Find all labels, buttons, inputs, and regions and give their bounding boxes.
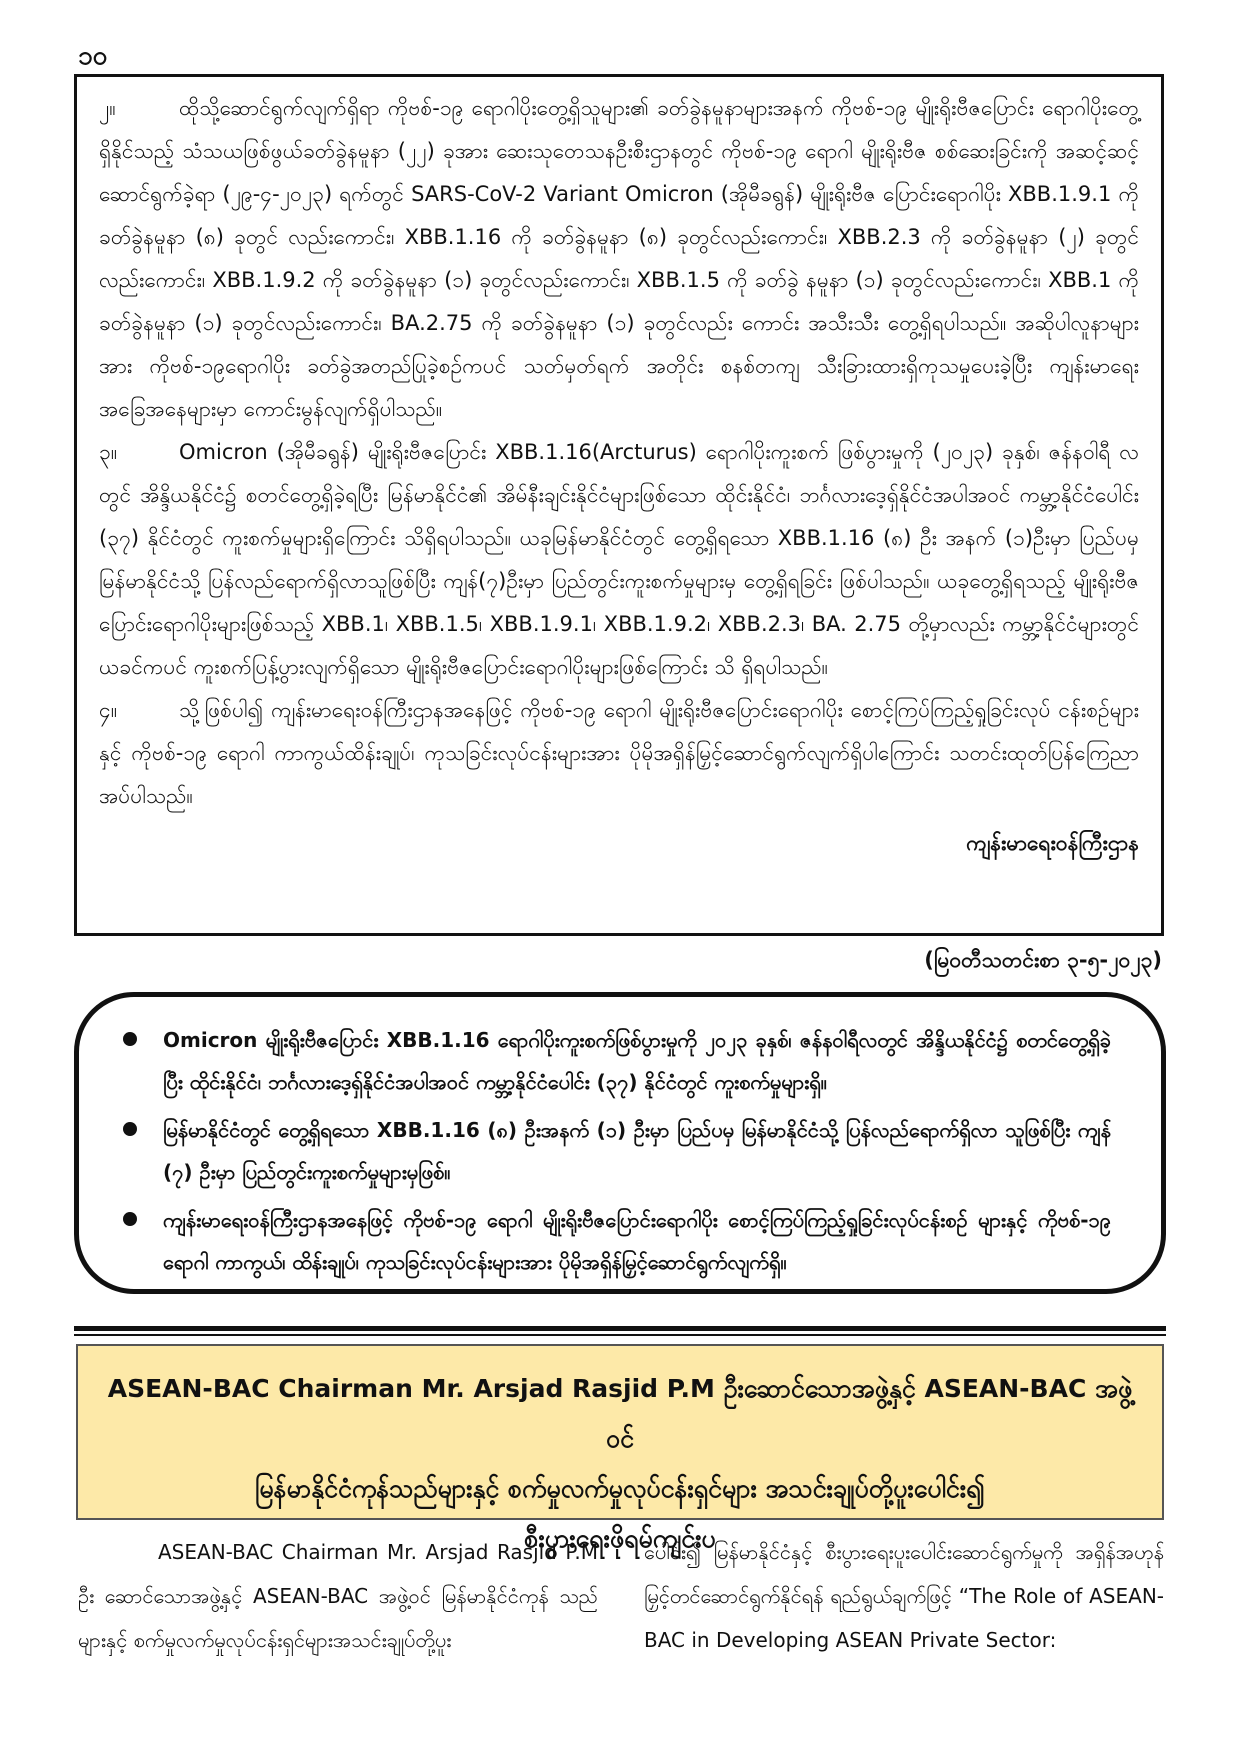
news-release-box [74,74,1164,936]
summary-text: မြန်မာနိုင်ငံတွင် တွေ့ရှိရသော XBB.1.16 (၈) ဦးအနက် (၁) ဦးမှာ ပြည်ပမှ မြန်မာနိုင်ငံသို့ ပြန်လည်ရောက်ရှိလာ သူဖြစ်ပြီး ကျန် (၇) ဦးမှာ ပြည်တွင်းကူးစက်မှုများမှဖြစ်။ [163,1118,1111,1184]
summary-text: ကျန်းမာရေးဝန်ကြီးဌာနအနေဖြင့် ကိုဗစ်-၁၉ ရောဂါ မျိုးရိုးဗီဇပြောင်းရောဂါပိုး စောင့်ကြပ်ကြည့်ရှုခြင်းလုပ်ငန်းစဉ် များနှင့် ကိုဗစ်-၁၉ ရောဂါ ကာကွယ်၊ ထိန်းချုပ်၊ ကုသခြင်းလုပ်ငန်းများအား ပိုမိုအရှိန်မြှင့်ဆောင်ရွက်လျက်ရှိ။ [163,1208,1111,1274]
article-column-left: ASEAN-BAC Chairman Mr. Arsjad Rasjid P.M ဦး ဆောင်သောအဖွဲ့နှင့် ASEAN-BAC အဖွဲ့ဝင် မြန်မာနိုင်ငံကုန် သည်များနှင့် စက်မှုလက်မှုလုပ်ငန်းရှင်များအသင်းချုပ်တို့ပူး [78,1540,598,1652]
ministry-signature: ကျန်းမာရေးဝန်ကြီးဌာန [966,831,1139,855]
bullet-icon [123,1122,137,1136]
paragraph-3 [99,431,1139,689]
summary-item [119,1199,1111,1283]
bullet-icon [123,1032,137,1046]
headline-line-1: ASEAN-BAC Chairman Mr. Arsjad Rasjid P.M ဦးဆောင်သောအဖွဲ့နှင့် ASEAN-BAC အဖွဲ့ဝင် [107,1374,1133,1453]
paragraph-text: ထိုသို့ဆောင်ရွက်လျက်ရှိရာ ကိုဗစ်-၁၉ ရောဂါပိုးတွေ့ရှိသူများ၏ ခတ်ခွဲနမူနာများအနက် ကိုဗစ်-၁၉ မျိုးရိုးဗီဇပြောင်း ရောဂါပိုးတွေ့ရှိနိုင်သည့် သံသယဖြစ်ဖွယ်ခတ်ခွဲနမူနာ (၂၂) ခုအား ဆေးသုတေသနဦးစီးဌာနတွင် ကိုဗစ်-၁၉ ရောဂါ မျိုးရိုးဗီဇ စစ်ဆေးခြင်းကို အဆင့်ဆင့်ဆောင်ရွက်ခဲ့ရာ (၂၉-၄-၂၀၂၃) ရက်တွင် SARS-CoV-2 Variant Omicron (အိုမီခရွန်) မျိုးရိုးဗီဇ ပြောင်းရောဂါပိုး XBB.1.9.1 ကို ခတ်ခွဲနမူနာ (၈) ခုတွင် လည်းကောင်း၊ XBB.1.16 ကို ခတ်ခွဲနမူနာ (၈) ခုတွင်လည်းကောင်း၊ XBB.2.3 ကို ခတ်ခွဲနမူနာ (၂) ခုတွင်လည်းကောင်း၊ XBB.1.9.2 ကို ခတ်ခွဲနမူနာ (၁) ခုတွင်လည်းကောင်း၊ XBB.1.5 ကို ခတ်ခွဲ နမူနာ (၁) ခုတွင်လည်းကောင်း၊ XBB.1 ကို ခတ်ခွဲနမူနာ (၁) ခုတွင်လည်းကောင်း၊ BA.2.75 ကို ခတ်ခွဲနမူနာ (၁) ခုတွင်လည်း ကောင်း အသီးသီး တွေ့ရှိရပါသည်။ အဆိုပါလူနာများအား ကိုဗစ်-၁၉ရောဂါပိုး ခတ်ခွဲအတည်ပြုခဲ့စဉ်ကပင် သတ်မှတ်ရက် အတိုင်း စနစ်တကျ သီးခြားထားရှိကုသမှုပေးခဲ့ပြီး ကျန်းမာရေးအခြေအနေများမှာ ကောင်းမွန်လျက်ရှိပါသည်။ [99,96,1139,421]
article-headline-box [76,1344,1164,1553]
paragraph-number: ၄။ [99,698,118,722]
headline-line-3: စီးပွားရေးဖိုရမ်ကျင်းပ [524,1524,716,1553]
section-divider-thin [74,1334,1166,1336]
paragraph-number: ၂။ [99,96,116,120]
summary-text: Omicron မျိုးရိုးဗီဇပြောင်း XBB.1.16 ရောဂါပိုးကူးစက်ဖြစ်ပွားမှုကို ၂၀၂၃ ခုနှစ်၊ ဇန်နဝါရီလတွင် အိန္ဒိယနိုင်ငံ၌ စတင်တွေ့ရှိခဲ့ပြီး ထိုင်းနိုင်ငံ၊ ဘင်္ဂလားဒေ့ရှ်နိုင်ငံအပါအဝင် ကမ္ဘာ့နိုင်ငံပေါင်း (၃၇) နိုင်ငံတွင် ကူးစက်မှုများရှိ။ [163,1028,1111,1094]
headline-line-2: မြန်မာနိုင်ငံကုန်သည်များနှင့် စက်မှုလက်မှုလုပ်ငန်းရှင်များ အသင်းချုပ်တို့ပူးပေါင်း၍ [255,1474,985,1503]
source-citation: (မြဝတီသတင်းစာ ၃-၅-၂၀၂၃) [924,948,1162,972]
paragraph-4 [99,689,1139,818]
summary-item [119,1019,1111,1103]
article-body [78,1530,1164,1740]
paragraph-text: သို့ဖြစ်ပါ၍ ကျန်းမာရေးဝန်ကြီးဌာနအနေဖြင့် ကိုဗစ်-၁၉ ရောဂါ မျိုးရိုးဗီဇပြောင်းရောဂါပိုး စောင့်ကြပ်ကြည့်ရှုခြင်းလုပ် ငန်းစဉ်များနှင့် ကိုဗစ်-၁၉ ရောဂါ ကာကွယ်ထိန်းချုပ်၊ ကုသခြင်းလုပ်ငန်းများအား ပိုမိုအရှိန်မြှင့်ဆောင်ရွက်လျက်ရှိပါကြောင်း သတင်းထုတ်ပြန်ကြေညာအပ်ပါသည်။ [99,698,1139,808]
summary-item [119,1109,1111,1193]
paragraph-text: Omicron (အိုမီခရွန်) မျိုးရိုးဗီဇပြောင်း XBB.1.16(Arcturus) ရောဂါပိုးကူးစက် ဖြစ်ပွားမှုကို (၂၀၂၃) ခုနှစ်၊ ဇန်နဝါရီ လတွင် အိန္ဒိယနိုင်ငံ၌ စတင်တွေ့ရှိခဲ့ရပြီး မြန်မာနိုင်ငံ၏ အိမ်နီးချင်းနိုင်ငံများဖြစ်သော ထိုင်းနိုင်ငံ၊ ဘင်္ဂလားဒေ့ရှ်နိုင်ငံအပါအဝင် ကမ္ဘာ့နိုင်ငံပေါင်း (၃၇) နိုင်ငံတွင် ကူးစက်မှုများရှိကြောင်း သိရှိရပါသည်။ ယခုမြန်မာနိုင်ငံတွင် တွေ့ရှိရသော XBB.1.16 (၈) ဦး အနက် (၁)ဦးမှာ ပြည်ပမှ မြန်မာနိုင်ငံသို့ ပြန်လည်ရောက်ရှိလာသူဖြစ်ပြီး ကျန်(၇)ဦးမှာ ပြည်တွင်းကူးစက်မှုများမှ တွေ့ရှိရခြင်း ဖြစ်ပါသည်။ ယခုတွေ့ရှိရသည့် မျိုးရိုးဗီဇပြောင်းရောဂါပိုးများဖြစ်သည့် XBB.1၊ XBB.1.5၊ XBB.1.9.1၊ XBB.1.9.2၊ XBB.2.3၊ BA. 2.75 တို့မှာလည်း ကမ္ဘာ့နိုင်ငံများတွင် ယခင်ကပင် ကူးစက်ပြန့်ပွားလျက်ရှိသော မျိုးရိုးဗီဇပြောင်းရောဂါပိုးများဖြစ်ကြောင်း သိ ရှိရပါသည်။ [99,440,1139,679]
article-column-right: ပေါင်း၍ မြန်မာနိုင်ငံနှင့် စီးပွားရေးပူးပေါင်းဆောင်ရွက်မှုကို အရှိန်အဟုန်မြှင့်တင်ဆောင်ရွက်နိုင်ရန် ရည်ရွယ်ချက်ဖြင့် “The Role of ASEAN-BAC in Developing ASEAN Private Sector: [644,1540,1164,1652]
bullet-icon [123,1212,137,1226]
paragraph-2 [99,87,1139,431]
section-divider-thick [74,1326,1166,1331]
paragraph-number: ၃။ [99,440,118,464]
summary-list [119,1019,1111,1283]
summary-box [74,992,1166,1294]
page-number: ၁၀ [78,41,108,71]
